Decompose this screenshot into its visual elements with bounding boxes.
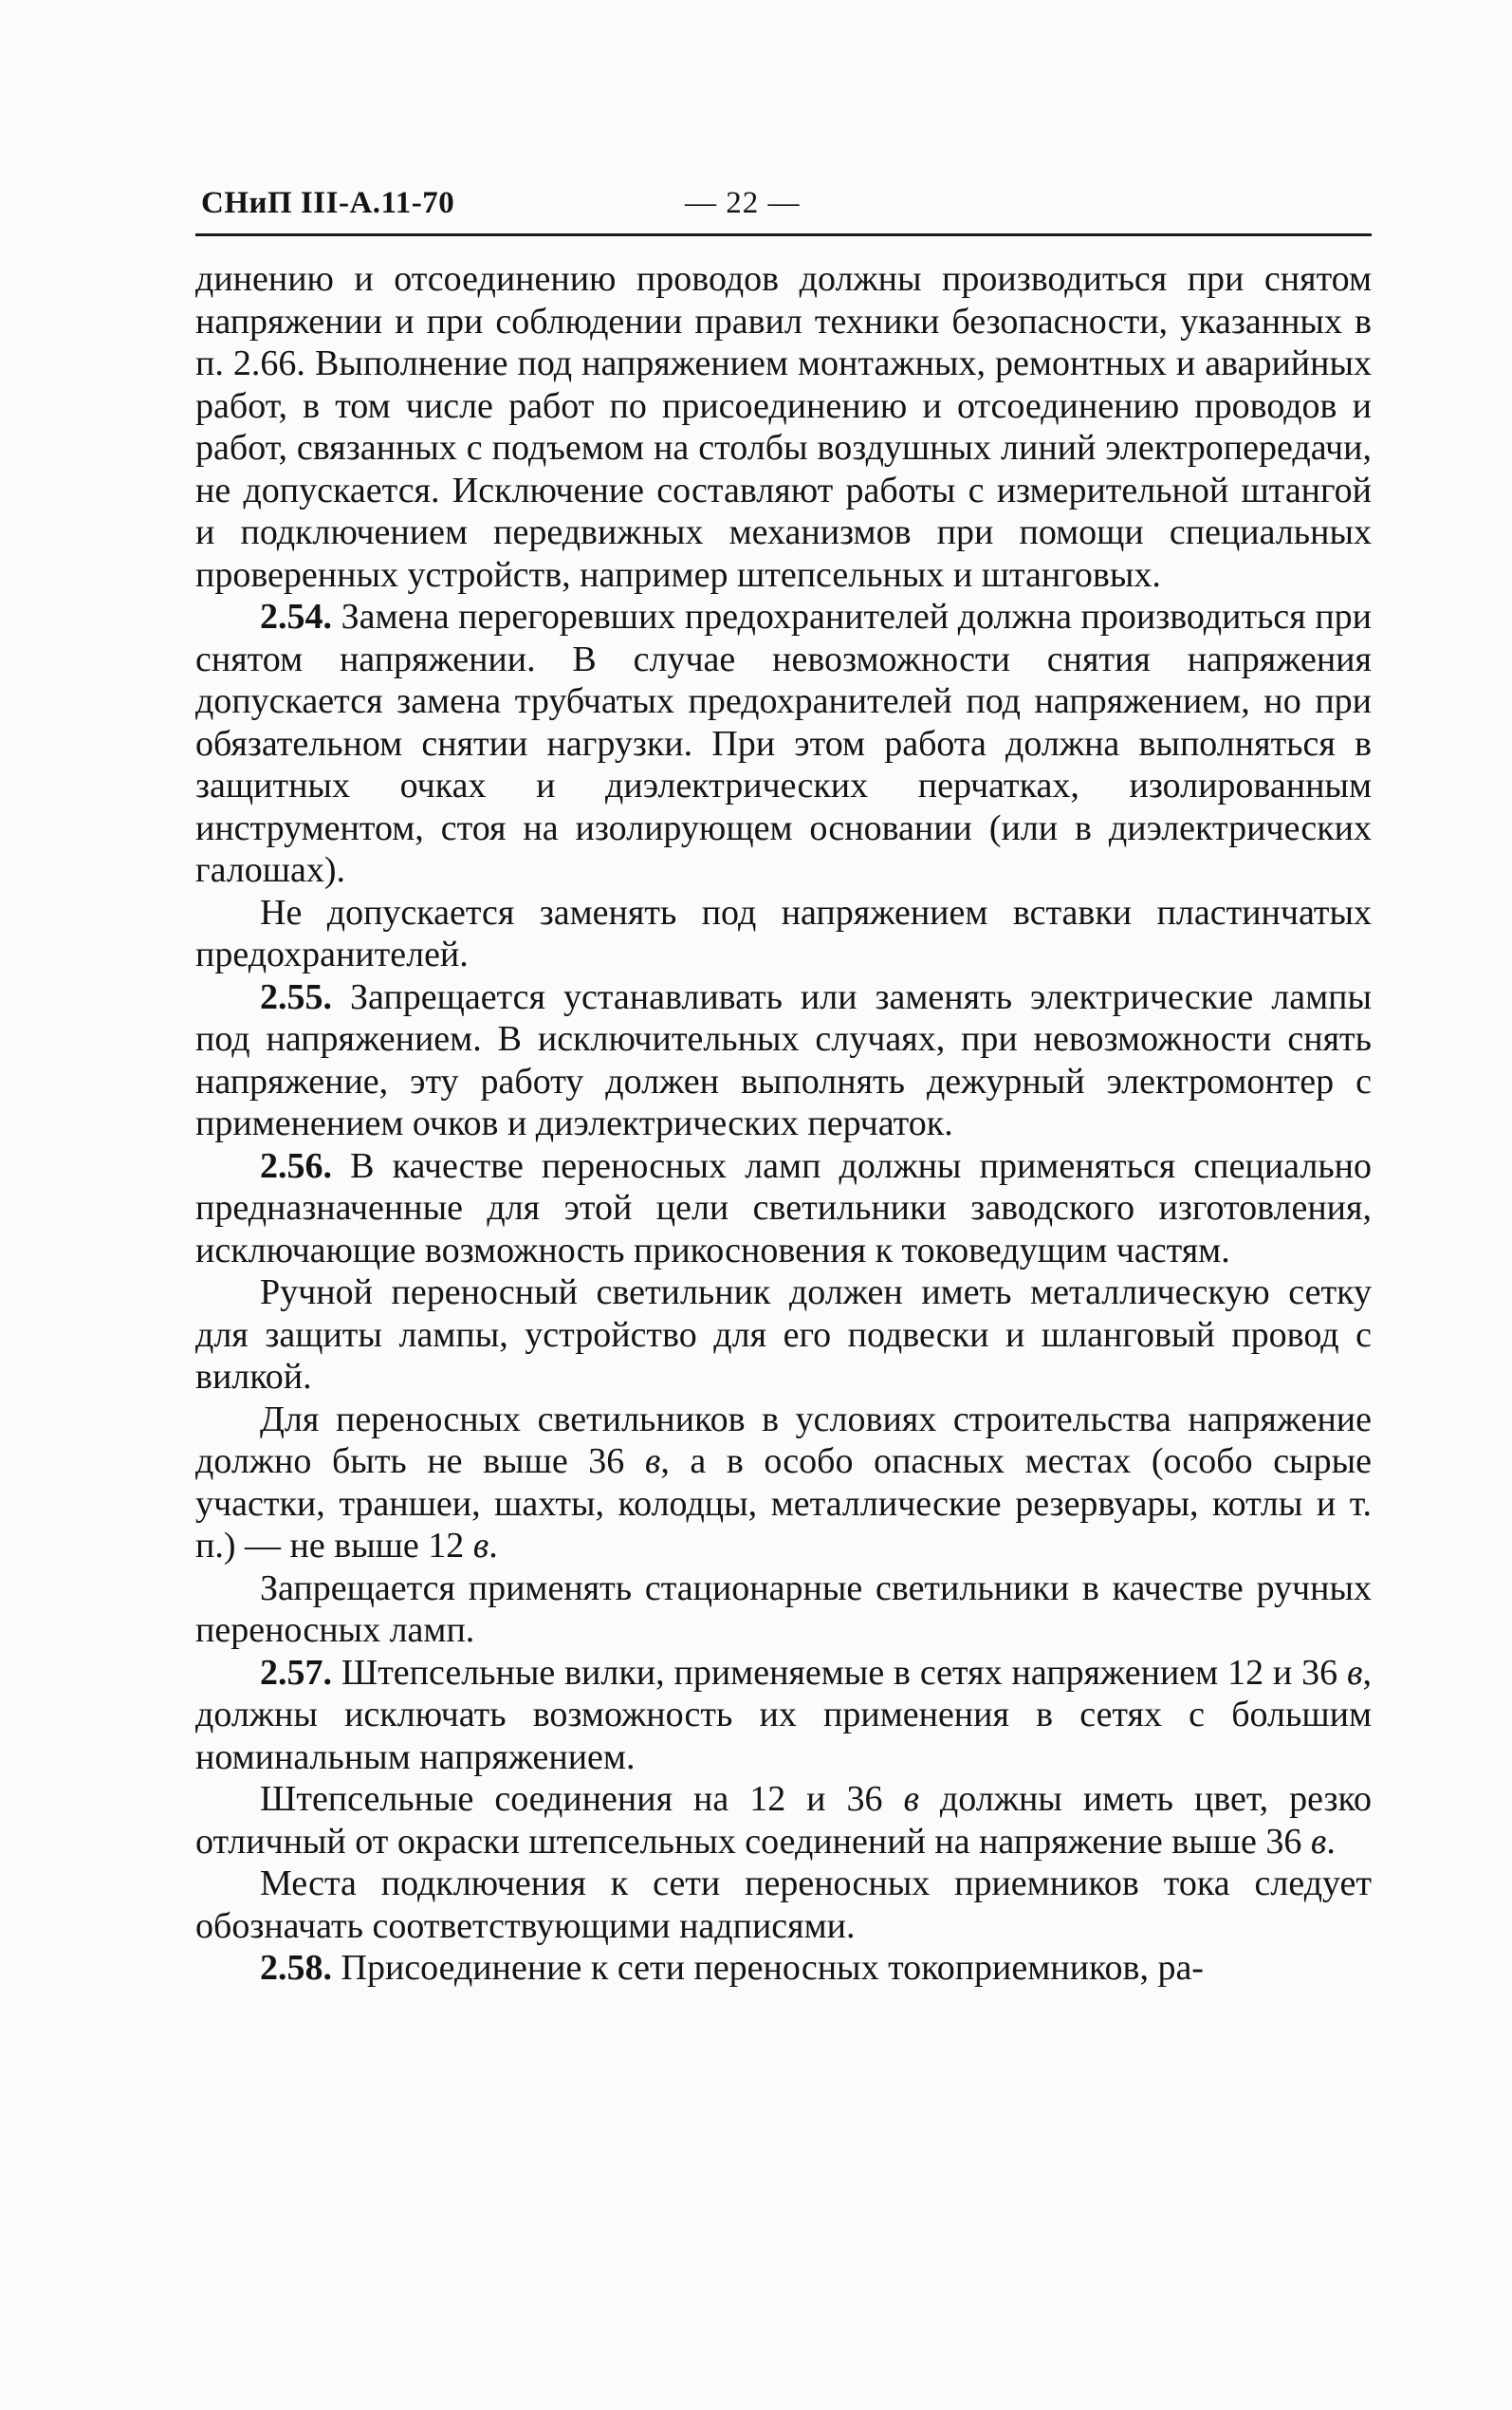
- unit-symbol: в: [472, 1526, 489, 1566]
- header-rule: [195, 233, 1372, 236]
- document-body: [195, 258, 1372, 1990]
- paragraph-text: Места подключения к сети переносных приемников тока следует обозначать соответствующими надписями.: [195, 1863, 1372, 1946]
- paragraph-text: должны иметь цвет, резко отличный от окраски штепсельных соединений на напряжение выше 36: [195, 1779, 1372, 1862]
- clause-number: 2.56.: [260, 1145, 332, 1186]
- paragraph-text: .: [489, 1526, 498, 1566]
- paragraph-text: Штепсельные соединения на 12 и 36: [260, 1779, 904, 1819]
- paragraph: [195, 1778, 1372, 1863]
- clause-number: 2.58.: [260, 1948, 332, 1988]
- page-header: [201, 180, 1377, 226]
- unit-symbol: в: [903, 1779, 919, 1819]
- paragraph: [195, 892, 1372, 976]
- unit-symbol: в: [1310, 1821, 1327, 1862]
- paragraph: [195, 1652, 1372, 1779]
- paragraph-text: Штепсельные вилки, применяемые в сетях напряжением 12 и 36: [332, 1652, 1347, 1693]
- paragraph: [195, 1863, 1372, 1947]
- paragraph: [195, 1567, 1372, 1652]
- page-number: — 22 —: [685, 186, 801, 220]
- clause-number: 2.57.: [260, 1652, 332, 1693]
- paragraph: [195, 1947, 1372, 1990]
- clause-number: 2.55.: [260, 976, 332, 1017]
- unit-symbol: в: [644, 1441, 661, 1481]
- paragraph: [195, 976, 1372, 1145]
- unit-symbol: в: [1347, 1652, 1363, 1693]
- clause-number: 2.54.: [260, 597, 332, 637]
- paragraph-text: Для переносных светильников в условиях строительства напряжение должно быть не выше 36: [195, 1399, 1372, 1481]
- paragraph-text: , должны исключать возможность их применения в сетях с большим номинальным напряжением.: [195, 1652, 1372, 1777]
- paragraph-text: Присоединение к сети переносных токоприемников, ра-: [332, 1948, 1204, 1988]
- paragraph: [195, 1145, 1372, 1272]
- paragraph: [195, 258, 1372, 596]
- paragraph-text: .: [1326, 1821, 1336, 1862]
- paragraph-text: динению и отсоединению проводов должны производиться при снятом напряжении и при соблюдении правил техники безопасности, указанных в п. 2.66. Выполнение под напряжением монтажных, ремонтных и аварийных работ, в том числе работ по присоединению и отсоединению проводов и работ, связанных с подъемом на столбы воздушных линий электропередачи, не допускается. Исключение составляют работы с измерительной штангой и подключением передвижных механизмов при помощи специальных проверенных устройств, например штепсельных и штанговых.: [195, 259, 1372, 595]
- paragraph-text: Замена перегоревших предохранителей должна производиться при снятом напряжении. В случае невозможности снятия напряжения допускается замена трубчатых предохранителей под напряжением, но при обязательном снятии нагрузки. При этом работа должна выполняться в защитных очках и диэлектрических перчатках, изолированным инструментом, стоя на изолирующем основании (или в диэлектрических галошах).: [195, 597, 1372, 890]
- paragraph-text: Ручной переносный светильник должен иметь металлическую сетку для защиты лампы, устройство для его подвески и шланговый провод с вилкой.: [195, 1272, 1372, 1397]
- paragraph-text: Запрещается применять стационарные светильники в качестве ручных переносных ламп.: [195, 1567, 1372, 1650]
- paragraph: [195, 1399, 1372, 1567]
- paragraph: [195, 596, 1372, 892]
- paragraph: [195, 1271, 1372, 1399]
- document-code: СНиП III-А.11-70: [201, 186, 455, 220]
- paragraph-text: В качестве переносных ламп должны применяться специально предназначенные для этой цели светильники заводского изготовления, исключающие возможность прикосновения к токоведущим частям.: [195, 1145, 1372, 1270]
- paragraph-text: Запрещается устанавливать или заменять электрические лампы под напряжением. В исключительных случаях, при невозможности снять напряжение, эту работу должен выполнять дежурный электромонтер с применением очков и диэлектрических перчаток.: [195, 976, 1372, 1143]
- paragraph-text: , а в особо опасных местах (особо сырые участки, траншеи, шахты, колодцы, металлические резервуары, котлы и т. п.) — не выше 12: [195, 1441, 1372, 1566]
- paragraph-text: Не допускается заменять под напряжением вставки пластинчатых предохранителей.: [195, 892, 1372, 974]
